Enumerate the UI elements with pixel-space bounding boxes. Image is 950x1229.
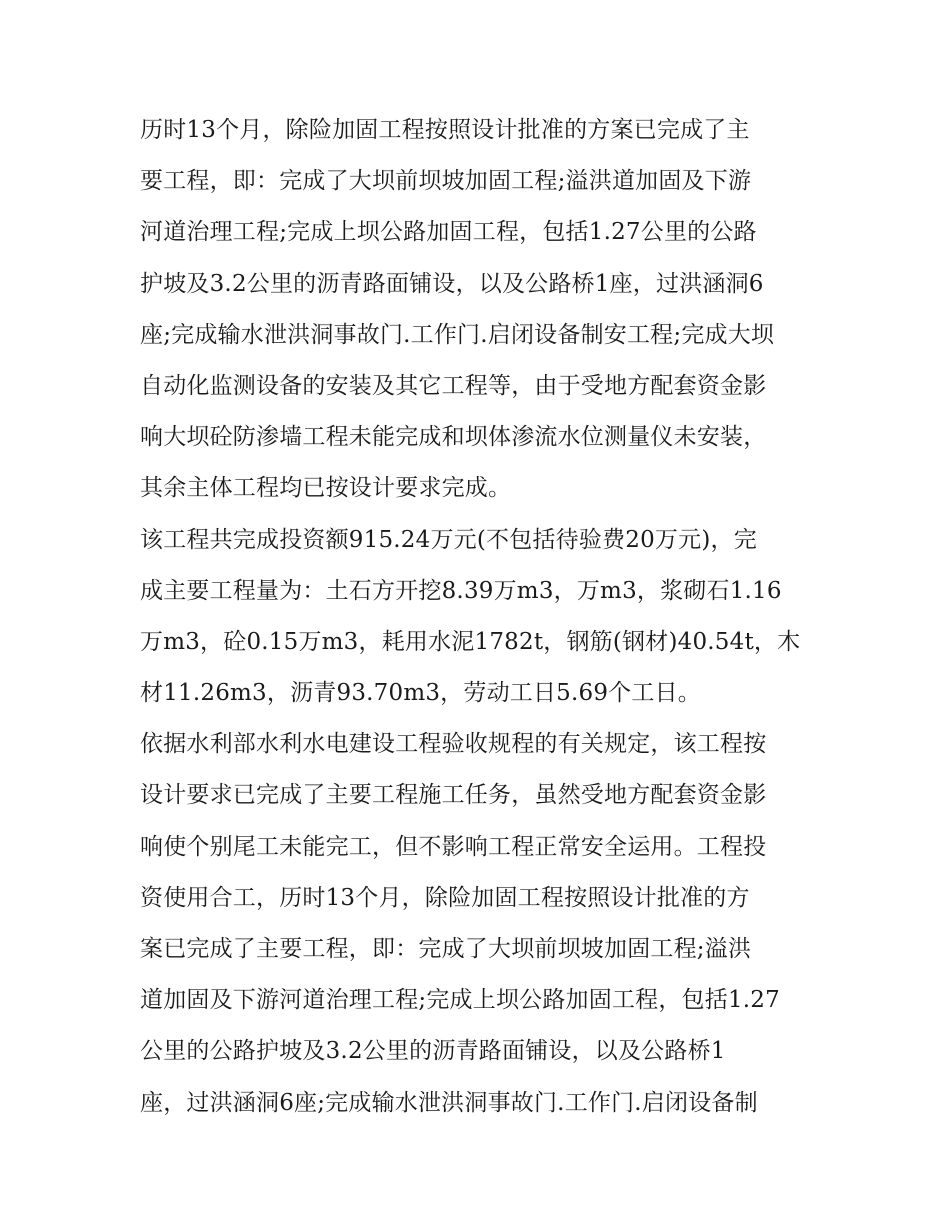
text-line: 护坡及3.2公里的沥青路面铺设，以及公路桥1座，过洪涵洞6 [140, 270, 764, 297]
text-line: 万m3，砼0.15万m3，耗用水泥1782t，钢筋(钢材)40.54t，木 [140, 628, 801, 655]
text-line: 公里的公路护坡及3.2公里的沥青路面铺设，以及公路桥1 [140, 1038, 726, 1065]
text-line: 座;完成输水泄洪洞事故门.工作门.启闭设备制安工程;完成大坝 [140, 321, 775, 348]
text-line: 座，过洪涵洞6座;完成输水泄洪洞事故门.工作门.启闭设备制 [140, 1089, 758, 1116]
paragraph-1 [140, 105, 812, 515]
text-line: 依据水利部水利水电建设工程验收规程的有关规定，该工程按 [140, 731, 767, 758]
text-line: 河道治理工程;完成上坝公路加固工程，包括1.27公里的公路 [140, 219, 757, 246]
text-line: 成主要工程量为：土石方开挖8.39万m3，万m3，浆砌石1.16 [140, 577, 782, 604]
text-line: 历时13个月，除险加固工程按照设计批准的方案已完成了主 [140, 117, 750, 143]
paragraph-3 [140, 719, 812, 1129]
text-line: 响大坝砼防渗墙工程未能完成和坝体渗流水位测量仪未安装， [140, 424, 767, 451]
text-line: 案已完成了主要工程，即：完成了大坝前坝坡加固工程;溢洪 [140, 936, 752, 962]
text-line: 设计要求已完成了主要工程施工任务，虽然受地方配套资金影 [140, 782, 767, 809]
text-line: 响使个别尾工未能完工，但不影响工程正常安全运用。工程投 [140, 833, 767, 860]
text-line: 其余主体工程均已按设计要求完成。 [140, 475, 512, 502]
paragraph-2 [140, 515, 812, 720]
text-line: 要工程，即：完成了大坝前坝坡加固工程;溢洪道加固及下游 [140, 168, 752, 195]
text-line: 资使用合工，历时13个月，除险加固工程按照设计批准的方 [140, 884, 750, 911]
text-line: 道加固及下游河道治理工程;完成上坝公路加固工程，包括1.27 [140, 987, 780, 1014]
text-line: 该工程共完成投资额915.24万元(不包括待验费20万元)，完 [140, 526, 757, 553]
text-line: 材11.26m3，沥青93.70m3，劳动工日5.69个工日。 [140, 680, 701, 707]
text-line: 自动化监测设备的安装及其它工程等，由于受地方配套资金影 [140, 372, 767, 399]
document-body [140, 105, 812, 1129]
